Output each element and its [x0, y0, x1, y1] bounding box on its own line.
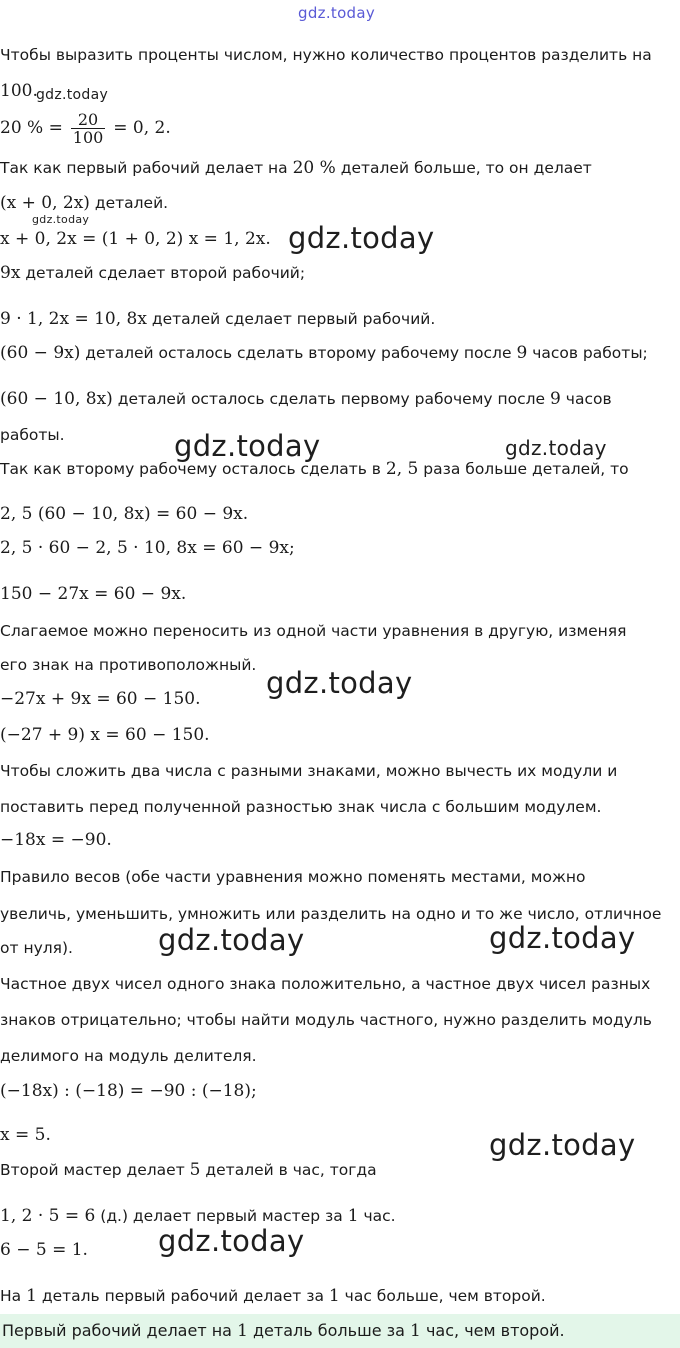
- math-expression: 1: [237, 1321, 248, 1341]
- text-segment: деталей осталось сделать второму рабочему после: [80, 344, 517, 362]
- math-expression: x = 5.: [0, 1125, 51, 1145]
- text-segment: деталей сделает второй рабочий;: [20, 264, 306, 282]
- text-segment: Так как второму рабочему осталось сделать в: [0, 460, 386, 478]
- solution-text-line: поставить перед полученной разностью знак числа с большим модулем.: [0, 798, 602, 816]
- math-expression: (x + 0, 2x): [0, 193, 90, 213]
- math-expression: (60 − 9x): [0, 343, 81, 363]
- math-expression: 9: [516, 343, 528, 363]
- math-expression: 1: [347, 1206, 359, 1226]
- solution-math-line: [0, 108, 676, 148]
- watermark: gdz.today: [288, 221, 435, 255]
- solution-math-line: [0, 503, 676, 525]
- math-expression: 6 − 5 = 1.: [0, 1240, 88, 1260]
- solution-text-line: увеличь, уменьшить, умножить или разделить на одно и то же число, отличное: [0, 905, 662, 923]
- header-watermark: gdz.today: [298, 4, 376, 22]
- watermark: gdz.today: [489, 1128, 636, 1162]
- text-segment: часов работы;: [527, 344, 648, 362]
- math-expression: 9: [550, 389, 561, 409]
- math-expression: (−27 + 9) x = 60 − 150.: [0, 725, 210, 745]
- solution-text-line: [0, 192, 676, 214]
- text-segment: деталей сделает первый рабочий.: [146, 310, 436, 328]
- solution-text-line: Правило весов (обе части уравнения можно поменять местами, можно: [0, 868, 586, 886]
- text-segment: деталь больше за: [247, 1321, 411, 1340]
- math-expression: 9 · 1, 2x = 10, 8x: [0, 309, 147, 329]
- text-segment: час, чем второй.: [420, 1321, 565, 1340]
- math-expression: 20 %: [292, 158, 336, 178]
- solution-math-line: [0, 724, 676, 746]
- math-expression: 2, 5 (60 − 10, 8x) = 60 − 9x.: [0, 504, 249, 524]
- math-expression: = 0, 2.: [113, 118, 171, 138]
- solution-math-line: [0, 583, 676, 605]
- solution-text-line: [0, 342, 676, 364]
- math-expression: 1: [328, 1286, 340, 1306]
- watermark: gdz.today: [158, 923, 305, 957]
- solution-text-line: Чтобы сложить два числа с разными знаками, можно вычесть их модули и: [0, 762, 618, 780]
- solution-text-line: [0, 157, 676, 179]
- solution-text-line: [0, 1159, 676, 1181]
- watermark: gdz.today: [32, 213, 90, 226]
- watermark: gdz.today: [266, 666, 413, 700]
- fraction: [71, 111, 106, 146]
- solution-text-line: [0, 1205, 676, 1227]
- watermark: gdz.today: [489, 921, 636, 955]
- math-expression: 1: [26, 1286, 37, 1306]
- solution-math-line: [0, 537, 676, 559]
- text-segment: Второй мастер делает: [0, 1161, 190, 1179]
- text-segment: деталей.: [89, 194, 169, 212]
- math-expression: 100.: [0, 81, 38, 101]
- math-expression: 5: [189, 1160, 201, 1180]
- watermark: gdz.today: [174, 429, 321, 463]
- math-expression: (60 − 10, 8x): [0, 389, 113, 409]
- solution-text-line: знаков отрицательно; чтобы найти модуль частного, нужно разделить модуль: [0, 1011, 652, 1029]
- math-expression: 150 − 27x = 60 − 9x.: [0, 584, 187, 604]
- solution-text-line: [0, 262, 676, 284]
- math-expression: x + 0, 2x = (1 + 0, 2) x = 1, 2x.: [0, 229, 271, 249]
- math-expression: 2, 5: [385, 459, 419, 479]
- text-segment: Первый рабочий делает на: [2, 1321, 238, 1340]
- text-segment: раза больше деталей, то: [418, 460, 629, 478]
- solution-text-line: работы.: [0, 426, 65, 444]
- text-segment: На: [0, 1287, 27, 1305]
- solution-math-line: [0, 829, 676, 851]
- solution-text-line: Слагаемое можно переносить из одной части уравнения в другую, изменяя: [0, 622, 627, 640]
- watermark: gdz.today: [505, 436, 607, 460]
- math-expression: 20 % =: [0, 118, 63, 138]
- text-segment: деталей больше, то он делает: [335, 159, 592, 177]
- watermark: gdz.today: [36, 87, 109, 103]
- text-segment: час.: [358, 1207, 396, 1225]
- math-expression: 1, 2 · 5 = 6: [0, 1206, 96, 1226]
- math-expression: −27x + 9x = 60 − 150.: [0, 689, 201, 709]
- solution-math-line: [0, 1239, 676, 1261]
- solution-text-line: [0, 458, 676, 480]
- answer-box: [0, 1314, 680, 1348]
- math-expression: (−18x) : (−18) = −90 : (−18);: [0, 1081, 257, 1101]
- math-expression: 1: [410, 1321, 421, 1341]
- watermark: gdz.today: [158, 1224, 305, 1258]
- math-expression: −18x = −90.: [0, 830, 112, 850]
- solution-math-line: [0, 1080, 676, 1102]
- text-segment: деталь первый рабочий делает за: [36, 1287, 329, 1305]
- text-segment: часов: [560, 390, 612, 408]
- fraction-numerator: 20: [71, 111, 106, 129]
- text-segment: деталей осталось сделать первому рабочему после: [112, 390, 551, 408]
- solution-text-line: от нуля).: [0, 939, 73, 957]
- text-segment: час больше, чем второй.: [339, 1287, 546, 1305]
- text-segment: (д.) делает первый мастер за: [95, 1207, 348, 1225]
- solution-text-line: его знак на противоположный.: [0, 656, 257, 674]
- solution-text-line: делимого на модуль делителя.: [0, 1047, 257, 1065]
- answer-text: [2, 1320, 565, 1342]
- solution-text-line: Частное двух чисел одного знака положительно, а частное двух чисел разных: [0, 975, 651, 993]
- solution-text-line: [0, 308, 676, 330]
- solution-text-line: Чтобы выразить проценты числом, нужно количество процентов разделить на: [0, 46, 652, 64]
- math-expression: 9x: [0, 263, 21, 283]
- fraction-denominator: 100: [72, 128, 104, 147]
- solution-text-line: [0, 388, 676, 410]
- text-segment: Так как первый рабочий делает на: [0, 159, 293, 177]
- math-expression: 2, 5 · 60 − 2, 5 · 10, 8x = 60 − 9x;: [0, 538, 295, 558]
- text-segment: деталей в час, тогда: [200, 1161, 377, 1179]
- solution-text-line: [0, 1285, 676, 1307]
